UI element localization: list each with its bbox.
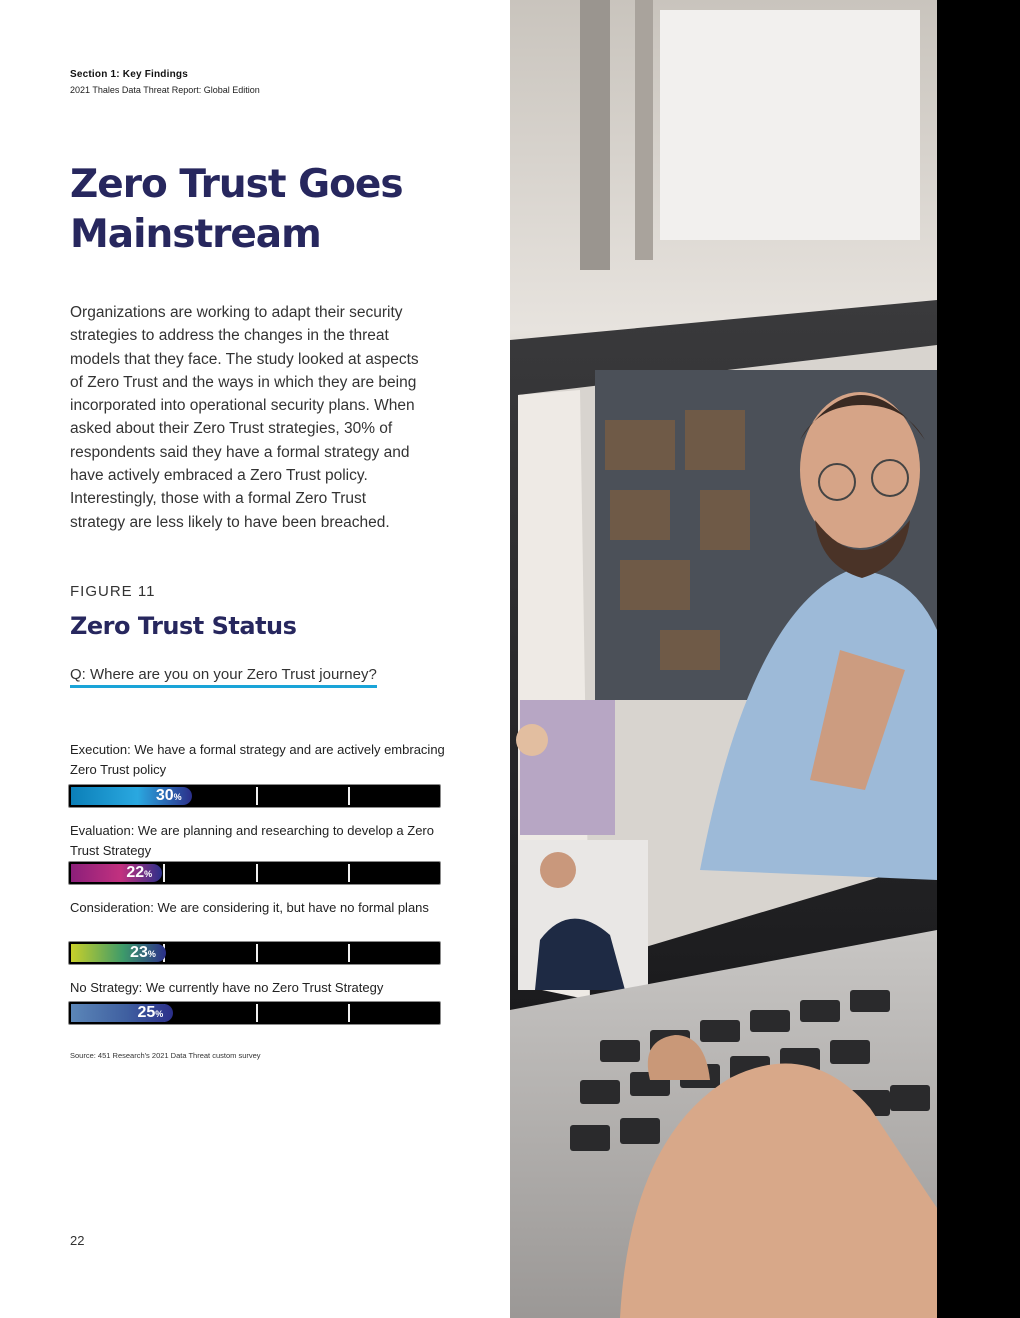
laptop-video-call-photo: [510, 0, 937, 1318]
gridline-tick: [348, 787, 350, 805]
gridline-tick: [256, 1004, 258, 1022]
source-note: Source: 451 Research's 2021 Data Threat custom survey: [70, 1051, 261, 1060]
bar-execution: [71, 787, 192, 805]
survey-question: Q: Where are you on your Zero Trust journey?: [70, 666, 377, 688]
report-title: 2021 Thales Data Threat Report: Global Edition: [70, 85, 260, 95]
bar-consideration: [71, 944, 166, 962]
bar-value-no-strategy: 25%: [137, 1004, 164, 1021]
body-paragraph: Organizations are working to adapt their security strategies to address the changes in the threat models that they face. The study looked at aspects of Zero Trust and the ways in which they are being incorporated into operational security plans. When asked about their Zero Trust strategies, 30% of respondents said they have a formal strategy and have actively embraced a Zero Trust policy. Interestingly, those with a formal Zero Trust strategy are less likely to have been breached.: [70, 304, 419, 531]
gridline-tick: [256, 787, 258, 805]
bar-label-execution: Execution: We have a formal strategy and are actively embracing Zero Trust policy: [70, 742, 445, 777]
gridline-tick: [348, 944, 350, 962]
figure-title: Zero Trust Status: [70, 612, 297, 640]
bar-no-strategy: [71, 1004, 173, 1022]
bar-track-consideration: [68, 941, 441, 965]
bar-value-consideration: 23%: [130, 944, 156, 961]
bar-track-execution: [68, 784, 441, 808]
gridline-tick: [256, 864, 258, 882]
bar-label-no-strategy: No Strategy: We currently have no Zero Trust Strategy: [70, 980, 384, 995]
bar-label-consideration: Consideration: We are considering it, but have no formal plans: [70, 900, 429, 915]
figure-number: FIGURE 11: [70, 583, 156, 600]
headline-line-2: Mainstream: [70, 212, 321, 257]
bar-value-evaluation: 22%: [126, 864, 153, 881]
gridline-tick: [163, 864, 165, 882]
page-edge-strip: [937, 0, 1020, 1318]
headline-line-1: Zero Trust Goes: [70, 162, 403, 207]
bar-evaluation: [71, 864, 162, 882]
bar-track-evaluation: [68, 861, 441, 885]
bar-value-execution: 30%: [155, 787, 182, 804]
bar-track-no-strategy: [68, 1001, 441, 1025]
gridline-tick: [256, 944, 258, 962]
photo-illustration: [510, 0, 937, 1318]
gridline-tick: [348, 864, 350, 882]
gridline-tick: [348, 1004, 350, 1022]
page-number: 22: [70, 1233, 85, 1248]
page-headline: [70, 160, 490, 260]
bar-label-evaluation: Evaluation: We are planning and researching to develop a Zero Trust Strategy: [70, 823, 434, 858]
section-label: Section 1: Key Findings: [70, 69, 188, 80]
